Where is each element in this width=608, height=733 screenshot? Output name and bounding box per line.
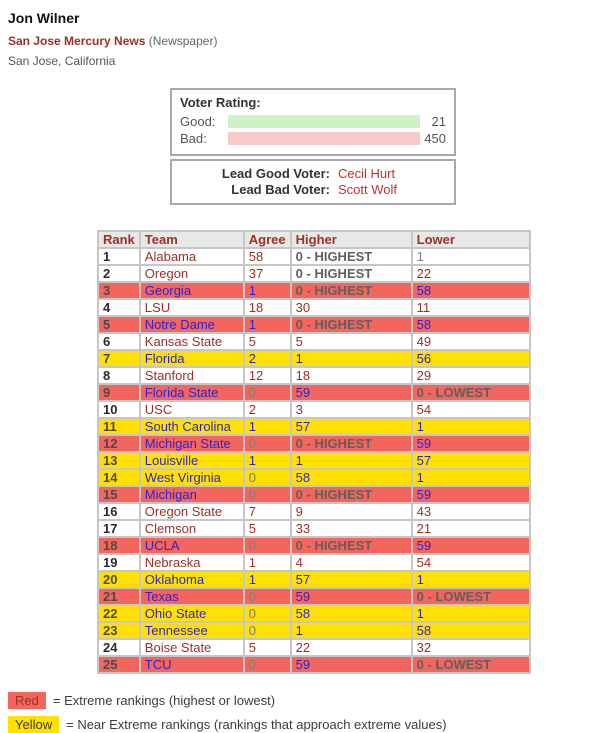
agree-link[interactable]: 12 — [248, 368, 264, 383]
agree-cell — [244, 418, 291, 435]
agree-link[interactable]: 7 — [248, 504, 257, 519]
higher-link[interactable]: 33 — [295, 521, 311, 536]
higher-cell — [291, 265, 412, 282]
lower-cell — [412, 452, 530, 469]
outlet-link[interactable]: San Jose Mercury News — [8, 34, 146, 48]
lower-link[interactable]: 29 — [416, 368, 432, 383]
team-cell — [140, 333, 244, 350]
higher-text: 0 - HIGHEST — [295, 249, 373, 264]
higher-cell — [291, 299, 412, 316]
team-cell — [140, 639, 244, 656]
rank-cell: 4 — [98, 299, 140, 316]
table-header-row — [98, 231, 530, 248]
lower-cell — [412, 469, 530, 486]
team-cell — [140, 299, 244, 316]
lead-good-voter-link[interactable]: Cecil Hurt — [338, 166, 396, 181]
higher-cell — [291, 401, 412, 418]
higher-cell — [291, 333, 412, 350]
team-link[interactable]: Alabama — [144, 249, 197, 264]
team-cell — [140, 537, 244, 554]
header-team: Team — [140, 231, 244, 248]
rank-cell: 21 — [98, 588, 140, 605]
lower-link[interactable]: 32 — [416, 640, 432, 655]
outlet-line — [8, 34, 600, 48]
agree-cell — [244, 622, 291, 639]
rank-cell: 18 — [98, 537, 140, 554]
team-link[interactable]: Michigan State — [144, 436, 231, 451]
higher-cell — [291, 520, 412, 537]
table-row — [98, 401, 530, 418]
agree-link[interactable]: 1 — [248, 283, 257, 298]
rank-cell: 25 — [98, 656, 140, 673]
legend-yellow-swatch: Yellow — [8, 716, 59, 733]
agree-cell — [244, 316, 291, 333]
lower-cell — [412, 605, 530, 622]
higher-link[interactable]: 59 — [295, 657, 311, 672]
lower-link[interactable]: 58 — [416, 283, 432, 298]
higher-link[interactable]: 57 — [295, 419, 311, 434]
higher-cell — [291, 503, 412, 520]
table-row — [98, 554, 530, 571]
lower-cell — [412, 265, 530, 282]
higher-link[interactable]: 18 — [295, 368, 311, 383]
higher-link[interactable]: 57 — [295, 572, 311, 587]
bad-label: Bad: — [180, 131, 207, 146]
rank-cell: 7 — [98, 350, 140, 367]
rank-cell: 10 — [98, 401, 140, 418]
agree-text: 0 — [248, 436, 257, 451]
higher-link[interactable]: 5 — [295, 334, 303, 349]
higher-text: 0 - HIGHEST — [295, 436, 373, 451]
team-cell — [140, 401, 244, 418]
table-row — [98, 435, 530, 452]
team-link[interactable]: Oklahoma — [144, 572, 205, 587]
team-link[interactable]: Nebraska — [144, 555, 201, 570]
table-row — [98, 537, 530, 554]
lower-cell — [412, 367, 530, 384]
header-agree: Agree — [244, 231, 291, 248]
agree-text: 0 — [248, 487, 257, 502]
team-cell — [140, 656, 244, 673]
team-cell — [140, 367, 244, 384]
agree-cell — [244, 469, 291, 486]
outlet-type-label: (Newspaper) — [148, 34, 218, 48]
lower-cell — [412, 503, 530, 520]
agree-cell — [244, 248, 291, 265]
bad-rating-row — [180, 130, 446, 147]
good-label: Good: — [180, 114, 216, 129]
lower-cell — [412, 486, 530, 503]
rank-cell: 24 — [98, 639, 140, 656]
lower-text: 1 — [416, 249, 424, 264]
lower-link[interactable]: 1 — [416, 470, 424, 485]
lower-cell — [412, 282, 530, 299]
higher-cell — [291, 656, 412, 673]
legend — [8, 692, 600, 733]
lower-link[interactable]: 58 — [416, 317, 432, 332]
rank-cell: 15 — [98, 486, 140, 503]
team-link[interactable]: Ohio State — [144, 606, 207, 621]
lower-cell — [412, 299, 530, 316]
higher-cell — [291, 316, 412, 333]
team-link[interactable]: Texas — [144, 589, 179, 604]
table-row — [98, 248, 530, 265]
table-row — [98, 520, 530, 537]
voter-rating-section — [170, 88, 456, 156]
team-cell — [140, 520, 244, 537]
header-higher: Higher — [291, 231, 412, 248]
agree-link[interactable]: 5 — [248, 334, 257, 349]
lower-link[interactable]: 59 — [416, 436, 432, 451]
lower-cell — [412, 639, 530, 656]
bad-rating-bar — [228, 132, 420, 145]
agree-text: 0 — [248, 538, 257, 553]
team-cell — [140, 622, 244, 639]
team-cell — [140, 503, 244, 520]
lower-text: 0 - LOWEST — [416, 657, 492, 672]
agree-cell — [244, 282, 291, 299]
agree-link[interactable]: 1 — [248, 572, 257, 587]
higher-link[interactable]: 30 — [295, 300, 311, 315]
agree-link[interactable]: 1 — [248, 317, 257, 332]
table-row — [98, 418, 530, 435]
higher-link[interactable]: 3 — [295, 402, 303, 417]
agree-text: 0 — [248, 657, 257, 672]
lower-text: 0 - LOWEST — [416, 385, 492, 400]
team-link[interactable]: South Carolina — [144, 419, 231, 434]
lower-link[interactable]: 1 — [416, 606, 424, 621]
team-link[interactable]: Oregon — [144, 266, 189, 281]
higher-cell — [291, 605, 412, 622]
higher-link[interactable]: 9 — [295, 504, 303, 519]
rank-cell: 23 — [98, 622, 140, 639]
lower-cell — [412, 384, 530, 401]
higher-link[interactable]: 59 — [295, 385, 311, 400]
table-row — [98, 333, 530, 350]
team-link[interactable]: West Virginia — [144, 470, 221, 485]
good-value: 21 — [431, 114, 446, 129]
agree-text: 0 — [248, 606, 257, 621]
table-row — [98, 588, 530, 605]
rank-cell: 6 — [98, 333, 140, 350]
team-link[interactable]: USC — [144, 402, 173, 417]
higher-cell — [291, 469, 412, 486]
lower-link[interactable]: 57 — [416, 453, 432, 468]
higher-text: 0 - HIGHEST — [295, 266, 373, 281]
team-cell — [140, 486, 244, 503]
lower-cell — [412, 350, 530, 367]
lower-link[interactable]: 59 — [416, 538, 432, 553]
rank-cell: 16 — [98, 503, 140, 520]
higher-link[interactable]: 59 — [295, 589, 311, 604]
higher-cell — [291, 486, 412, 503]
rank-cell: 8 — [98, 367, 140, 384]
agree-text: 0 — [248, 623, 257, 638]
lead-bad-label: Lead Bad Voter: — [231, 182, 330, 197]
higher-cell — [291, 435, 412, 452]
agree-cell — [244, 486, 291, 503]
team-link[interactable]: Stanford — [144, 368, 194, 383]
team-link[interactable]: Kansas State — [144, 334, 223, 349]
lower-link[interactable]: 59 — [416, 487, 432, 502]
table-row — [98, 571, 530, 588]
higher-link[interactable]: 22 — [295, 640, 311, 655]
agree-cell — [244, 333, 291, 350]
lower-cell — [412, 571, 530, 588]
lead-voters-section — [170, 159, 456, 205]
agree-cell — [244, 299, 291, 316]
lower-link[interactable]: 58 — [416, 623, 432, 638]
table-row — [98, 605, 530, 622]
lower-cell — [412, 316, 530, 333]
higher-cell — [291, 554, 412, 571]
rank-cell: 19 — [98, 554, 140, 571]
rank-cell: 11 — [98, 418, 140, 435]
agree-link[interactable]: 5 — [248, 521, 257, 536]
agree-link[interactable]: 18 — [248, 300, 264, 315]
team-cell — [140, 248, 244, 265]
team-cell — [140, 282, 244, 299]
rank-cell: 14 — [98, 469, 140, 486]
higher-cell — [291, 639, 412, 656]
team-link[interactable]: UCLA — [144, 538, 180, 553]
good-rating-row — [180, 113, 446, 130]
team-cell — [140, 469, 244, 486]
agree-cell — [244, 520, 291, 537]
agree-cell — [244, 639, 291, 656]
lower-cell — [412, 622, 530, 639]
rankings-table — [97, 230, 531, 674]
higher-cell — [291, 452, 412, 469]
higher-text: 0 - HIGHEST — [295, 283, 373, 298]
legend-yellow-row — [8, 716, 600, 733]
lead-bad-voter-link[interactable]: Scott Wolf — [338, 182, 398, 197]
lower-link[interactable]: 49 — [416, 334, 432, 349]
lower-cell — [412, 435, 530, 452]
lower-cell — [412, 656, 530, 673]
team-cell — [140, 605, 244, 622]
team-link[interactable]: Tennessee — [144, 623, 208, 638]
team-link[interactable]: Michigan — [144, 487, 197, 502]
higher-cell — [291, 367, 412, 384]
agree-cell — [244, 435, 291, 452]
page-title: Jon Wilner — [8, 10, 80, 26]
table-row — [98, 503, 530, 520]
rank-cell: 5 — [98, 316, 140, 333]
table-row — [98, 265, 530, 282]
agree-cell — [244, 605, 291, 622]
rankings-tbody — [98, 248, 530, 673]
rank-cell: 12 — [98, 435, 140, 452]
agree-cell — [244, 537, 291, 554]
rank-cell: 1 — [98, 248, 140, 265]
team-cell — [140, 435, 244, 452]
table-row — [98, 486, 530, 503]
lower-cell — [412, 588, 530, 605]
team-link[interactable]: LSU — [144, 300, 171, 315]
agree-cell — [244, 656, 291, 673]
table-row — [98, 367, 530, 384]
lower-cell — [412, 401, 530, 418]
table-row — [98, 384, 530, 401]
legend-red-text: = Extreme rankings (highest or lowest) — [52, 693, 276, 708]
rank-cell: 20 — [98, 571, 140, 588]
lower-cell — [412, 248, 530, 265]
location-label: San Jose, California — [8, 54, 116, 68]
agree-link[interactable]: 58 — [248, 249, 264, 264]
higher-link[interactable]: 1 — [295, 351, 303, 366]
higher-link[interactable]: 1 — [295, 623, 303, 638]
higher-text: 0 - HIGHEST — [295, 317, 373, 332]
table-row — [98, 639, 530, 656]
agree-link[interactable]: 5 — [248, 640, 257, 655]
higher-cell — [291, 588, 412, 605]
agree-cell — [244, 350, 291, 367]
team-link[interactable]: Georgia — [144, 283, 192, 298]
agree-link[interactable]: 1 — [248, 419, 257, 434]
table-row — [98, 350, 530, 367]
lower-text: 0 - LOWEST — [416, 589, 492, 604]
higher-text: 0 - HIGHEST — [295, 538, 373, 553]
lower-link[interactable]: 22 — [416, 266, 432, 281]
team-cell — [140, 265, 244, 282]
lower-link[interactable]: 56 — [416, 351, 432, 366]
team-link[interactable]: Florida State — [144, 385, 219, 400]
table-row — [98, 282, 530, 299]
legend-red-row — [8, 692, 600, 709]
team-cell — [140, 588, 244, 605]
legend-yellow-text: = Near Extreme rankings (rankings that approach extreme values) — [66, 717, 447, 732]
header-rank: Rank — [98, 231, 140, 248]
table-row — [98, 299, 530, 316]
agree-link[interactable]: 1 — [248, 453, 257, 468]
agree-text: 0 — [248, 385, 257, 400]
agree-cell — [244, 384, 291, 401]
table-row — [98, 656, 530, 673]
team-cell — [140, 350, 244, 367]
agree-cell — [244, 367, 291, 384]
team-link[interactable]: Louisville — [144, 453, 199, 468]
agree-cell — [244, 554, 291, 571]
lower-link[interactable]: 11 — [416, 300, 431, 315]
higher-link[interactable]: 58 — [295, 470, 311, 485]
team-cell — [140, 554, 244, 571]
agree-cell — [244, 265, 291, 282]
higher-cell — [291, 350, 412, 367]
higher-cell — [291, 282, 412, 299]
higher-cell — [291, 418, 412, 435]
lower-link[interactable]: 54 — [416, 402, 432, 417]
lower-cell — [412, 537, 530, 554]
legend-red-swatch: Red — [8, 692, 46, 709]
rank-cell: 3 — [98, 282, 140, 299]
higher-text: 0 - HIGHEST — [295, 487, 373, 502]
team-link[interactable]: Florida — [144, 351, 185, 366]
higher-link[interactable]: 58 — [295, 606, 311, 621]
rank-cell: 17 — [98, 520, 140, 537]
voter-rating-box — [170, 88, 456, 205]
agree-cell — [244, 452, 291, 469]
voter-rating-title: Voter Rating: — [180, 95, 261, 110]
team-cell — [140, 316, 244, 333]
team-cell — [140, 571, 244, 588]
lead-good-label: Lead Good Voter: — [221, 166, 330, 181]
table-row — [98, 469, 530, 486]
team-cell — [140, 384, 244, 401]
good-rating-bar — [228, 115, 420, 128]
lower-link[interactable]: 21 — [416, 521, 432, 536]
agree-text: 0 — [248, 470, 257, 485]
team-link[interactable]: Boise State — [144, 640, 212, 655]
table-row — [98, 452, 530, 469]
rank-cell: 13 — [98, 452, 140, 469]
team-link[interactable]: Clemson — [144, 521, 197, 536]
higher-cell — [291, 248, 412, 265]
header-lower: Lower — [412, 231, 530, 248]
lower-link[interactable]: 43 — [416, 504, 432, 519]
team-link[interactable]: Notre Dame — [144, 317, 215, 332]
rank-cell: 2 — [98, 265, 140, 282]
agree-link[interactable]: 1 — [248, 555, 257, 570]
agree-link[interactable]: 2 — [248, 402, 257, 417]
higher-link[interactable]: 4 — [295, 555, 303, 570]
rank-cell: 9 — [98, 384, 140, 401]
agree-link[interactable]: 2 — [248, 351, 257, 366]
lower-link[interactable]: 54 — [416, 555, 432, 570]
profile-header — [8, 10, 600, 68]
lower-cell — [412, 520, 530, 537]
agree-cell — [244, 503, 291, 520]
team-link[interactable]: Oregon State — [144, 504, 223, 519]
agree-text: 0 — [248, 589, 257, 604]
lower-cell — [412, 554, 530, 571]
lower-link[interactable]: 1 — [416, 572, 424, 587]
table-row — [98, 622, 530, 639]
higher-cell — [291, 571, 412, 588]
team-cell — [140, 452, 244, 469]
rank-cell: 22 — [98, 605, 140, 622]
higher-link[interactable]: 1 — [295, 453, 303, 468]
team-link[interactable]: TCU — [144, 657, 172, 672]
agree-cell — [244, 588, 291, 605]
higher-cell — [291, 622, 412, 639]
lower-link[interactable]: 1 — [416, 419, 424, 434]
agree-cell — [244, 571, 291, 588]
agree-link[interactable]: 37 — [248, 266, 264, 281]
bad-value: 450 — [424, 131, 446, 146]
higher-cell — [291, 384, 412, 401]
higher-cell — [291, 537, 412, 554]
lower-cell — [412, 333, 530, 350]
lower-cell — [412, 418, 530, 435]
agree-cell — [244, 401, 291, 418]
team-cell — [140, 418, 244, 435]
table-row — [98, 316, 530, 333]
